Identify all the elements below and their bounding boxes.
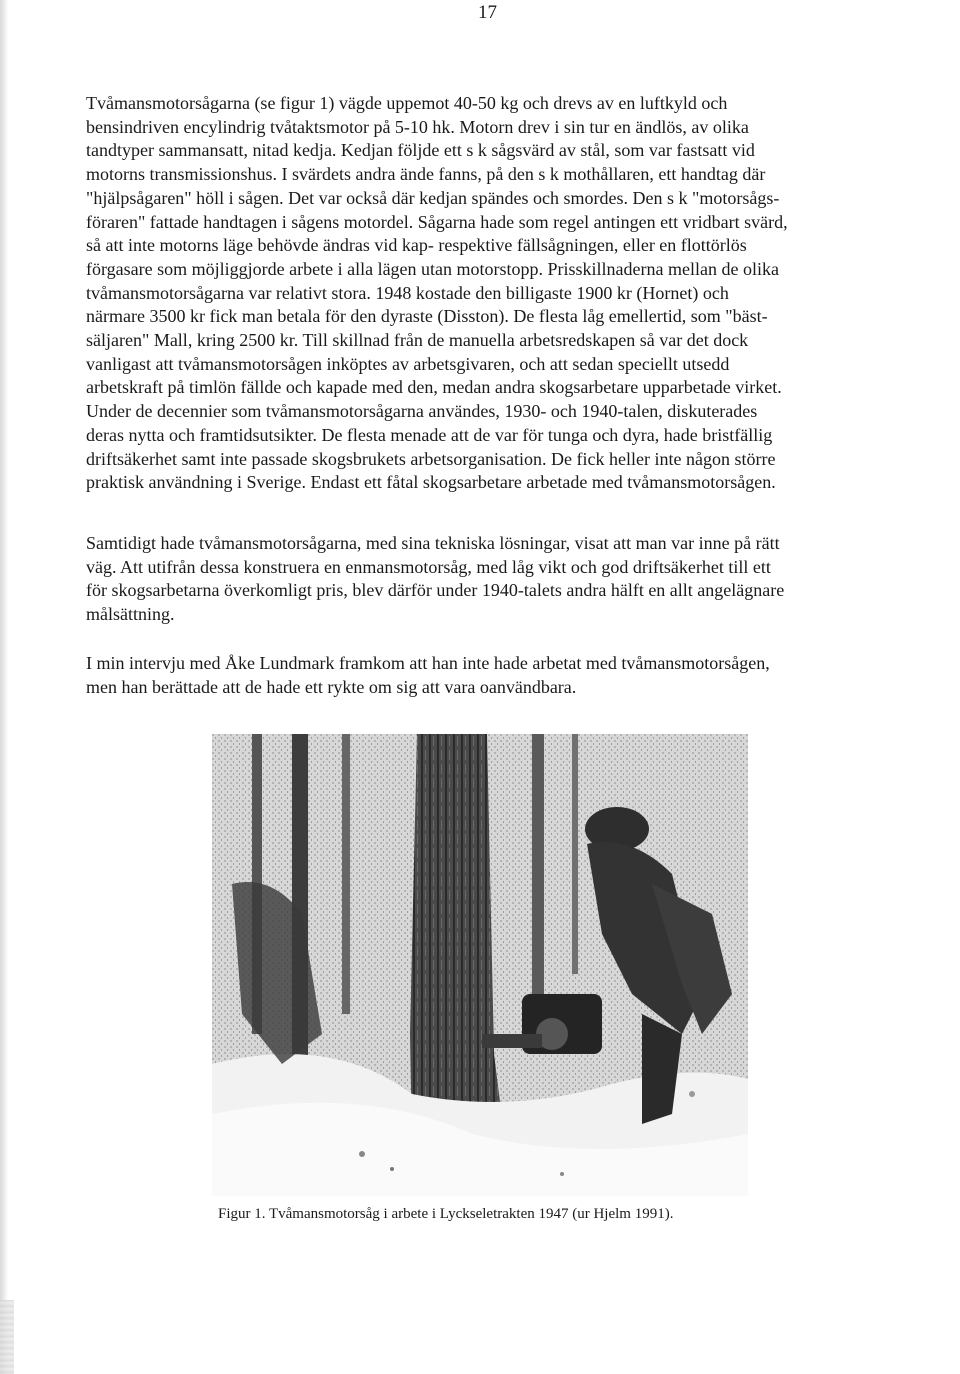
figure-caption: Figur 1. Tvåmansmotorsåg i arbete i Lyckseletrakten 1947 (ur Hjelm 1991). [218, 1206, 674, 1222]
forest-photo-illustration [212, 734, 748, 1196]
paragraph-line: I min intervju med Åke Lundmark framkom att han inte hade arbetat med tvåmansmotorsågen, [86, 653, 770, 673]
paragraph-1 [86, 92, 904, 495]
figure-photo [212, 734, 748, 1196]
paragraph-line: bensindriven encylindrig tvåtaktsmotor på 5-10 hk. Motorn drev i sin tur en ändlös, av olika [86, 116, 749, 137]
paragraph-line: Samtidigt hade tvåmansmotorsågarna, med sina tekniska lösningar, visat att man var inne på rätt [86, 533, 780, 553]
scan-edge-artifact [0, 1300, 14, 1374]
paragraph-line: så att inte motorns läge behövde ändras vid kap- respektive fällsågningen, eller en flottörlös [86, 235, 747, 256]
paragraph-line: tvåmansmotorsågarna var relativt stora. 1948 kostade den billigaste 1900 kr (Hornet) och [86, 282, 729, 303]
paragraph-line: målsättning. [86, 604, 175, 625]
paragraph-line: förgasare som möjliggjorde arbete i alla lägen utan motorstopp. Prisskillnaderna mellan de olika [86, 258, 779, 279]
paragraph-line: motorns transmissionshus. I svärdets andra ände fanns, på den s k mothållaren, ett handtag där [86, 164, 766, 185]
paragraph-line: vanligast att tvåmansmotorsågen inköptes av arbetsgivaren, och att sedan speciellt utsedd [86, 353, 730, 374]
paragraph-line: deras nytta och framtidsutsikter. De flesta menade att de var för tunga och dyra, hade bristfällig [86, 424, 773, 445]
paragraph-line: driftsäkerhet samt inte passade skogsbrukets arbetsorganisation. De fick heller inte någon större [86, 448, 776, 469]
paragraph-line: väg. Att utifrån dessa konstruera en enmansmotorsåg, med låg vikt och god driftsäkerhet till ett [86, 556, 771, 577]
paragraph-line: tandtyper sammansatt, nitad kedja. Kedjan följde ett s k sågsvärd av stål, som var fastsatt vid [86, 140, 755, 161]
paragraph-2 [86, 532, 904, 627]
paragraph-line: Tvåmansmotorsågarna (se figur 1) vägde uppemot 40-50 kg och drevs av en luftkyld och [86, 93, 728, 113]
paragraph-line: praktisk användning i Sverige. Endast ett fåtal skogsarbetare arbetade med tvåmansmotorsågen. [86, 472, 776, 493]
paragraph-3 [86, 652, 904, 699]
paragraph-line: "hjälpsågaren" höll i sågen. Det var också där kedjan spändes och smordes. Den s k "motorsågs- [86, 187, 780, 208]
paragraph-line: närmare 3500 kr fick man betala för den dyraste (Disston). De flesta låg emellertid, som "bäst- [86, 306, 768, 327]
paragraph-line: arbetskraft på timlön fällde och kapade med den, medan andra skogsarbetare upparbetade virket. [86, 377, 782, 398]
paragraph-line: föraren" fattade handtagen i sågens motordel. Sågarna hade som regel antingen ett vridbart svärd, [86, 211, 788, 232]
paragraph-line: för skogsarbetarna överkomligt pris, blev därför under 1940-talets andra hälft en allt angelägnare [86, 580, 785, 601]
scan-edge-shadow [0, 0, 8, 1374]
page-number: 17 [478, 2, 497, 23]
paragraph-line: säljaren" Mall, kring 2500 kr. Till skillnad från de manuella arbetsredskapen så var det dock [86, 330, 749, 351]
paragraph-line: men han berättade att de hade ett rykte om sig att vara oanvändbara. [86, 676, 577, 697]
paragraph-line: Under de decennier som tvåmansmotorsågarna användes, 1930- och 1940-talen, diskuterades [86, 401, 758, 422]
